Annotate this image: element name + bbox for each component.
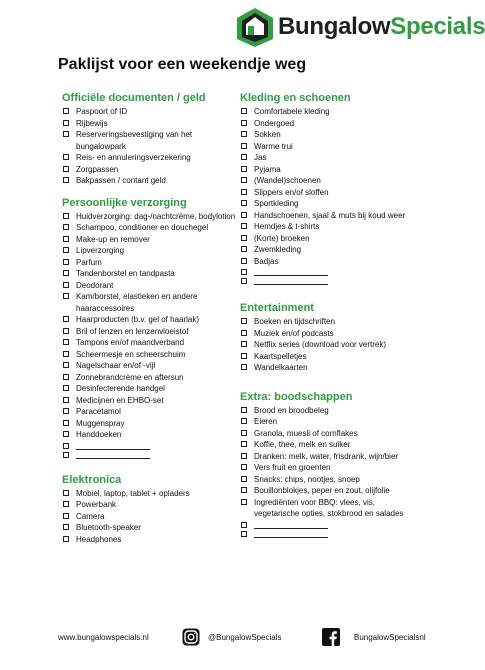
checkbox[interactable]: [63, 524, 69, 530]
item-label: Muziek en/of podcasts: [254, 328, 334, 338]
list-item: [240, 439, 420, 451]
checkbox[interactable]: [63, 131, 69, 137]
item-label: Paspoort of ID: [76, 107, 128, 116]
list-item: [240, 129, 420, 141]
item-label: Huidverzorging: dag-/nachtcrème, bodylotion: [76, 211, 236, 221]
list-item: [62, 222, 240, 234]
item-label: Badjas: [254, 256, 279, 266]
item-label: Eieren: [254, 417, 278, 426]
checkbox[interactable]: [63, 236, 69, 242]
blank-line[interactable]: [76, 450, 150, 459]
brand-logo: [236, 7, 485, 47]
checkbox[interactable]: [241, 341, 247, 347]
item-label: Camera: [76, 511, 105, 521]
list-item: [240, 106, 420, 118]
checkbox[interactable]: [63, 431, 69, 437]
list-item: [240, 416, 420, 428]
list-item: [240, 474, 420, 486]
item-label: Zonnebrandcrème en aftersun: [76, 372, 184, 382]
list-item: [240, 198, 420, 210]
list-item: [240, 351, 420, 363]
list-item: [240, 244, 420, 256]
section-title: Officiële documenten / geld: [62, 92, 206, 104]
checkbox[interactable]: [63, 408, 69, 414]
checkbox[interactable]: [241, 499, 247, 505]
item-label: Bakpassen / contant geld: [76, 176, 166, 185]
item-label: Jas: [254, 153, 267, 162]
list-item: [240, 451, 420, 463]
checkbox[interactable]: [241, 166, 247, 172]
brand-name-part1: Bungalow: [278, 13, 391, 40]
item-label: Sportkleding: [254, 199, 299, 208]
checkbox[interactable]: [241, 441, 247, 447]
item-label: Warme trui: [254, 141, 293, 151]
checkbox[interactable]: [241, 269, 247, 275]
list-item: [240, 210, 420, 222]
list-item: [62, 406, 240, 418]
checkbox[interactable]: [63, 362, 69, 368]
list-item: [62, 511, 240, 523]
item-label: Snacks: chips, nootjes, snoep: [254, 474, 360, 484]
item-label: Sokken: [254, 130, 281, 139]
section-title: Persoonlijke verzorging: [62, 196, 187, 209]
item-label: Bouillonblokjes, peper en zout, olijfolie: [254, 486, 390, 495]
list-item: [62, 175, 240, 187]
section-title: Kleding en schoenen: [240, 92, 351, 104]
checkbox[interactable]: [241, 154, 247, 160]
list-item: [62, 164, 240, 176]
checkbox[interactable]: [241, 108, 247, 114]
item-label: Parfum: [76, 257, 102, 267]
item-label: Reis- en annuleringsverzekering: [76, 153, 191, 162]
checkbox[interactable]: [241, 258, 247, 264]
list-item: [62, 395, 240, 407]
list-item: [240, 328, 420, 340]
section-title: Elektronica: [62, 473, 122, 486]
list-item: [62, 499, 240, 511]
checklist: [240, 106, 420, 285]
item-label: Lipverzorging: [76, 246, 125, 255]
checkbox[interactable]: [241, 200, 247, 206]
right-column: [240, 92, 420, 538]
checkbox[interactable]: [241, 120, 247, 126]
instagram-handle[interactable]: @BungalowSpecials: [208, 633, 282, 642]
checkbox[interactable]: [241, 476, 247, 482]
blank-list-item: [62, 441, 240, 450]
checklist: [62, 488, 240, 546]
item-label: Zorgpassen: [76, 164, 119, 174]
list-item: [62, 383, 240, 395]
item-label: Medicijnen en EHBO-set: [76, 395, 164, 405]
list-item: [62, 211, 240, 223]
list-item: [240, 141, 420, 153]
checkbox[interactable]: [63, 385, 69, 391]
list-item: [62, 522, 240, 534]
item-label: Brood en broodbeleg: [254, 405, 329, 415]
list-item: [62, 349, 240, 361]
item-label: Muggenspray: [76, 418, 125, 428]
checkbox[interactable]: [63, 351, 69, 357]
item-label: Make-up en remover: [76, 234, 150, 244]
item-label: Bluetooth-speaker: [76, 523, 141, 532]
checkbox[interactable]: [63, 154, 69, 160]
checklist-section: [62, 197, 240, 459]
checkbox[interactable]: [241, 531, 247, 537]
checklist-section: [240, 391, 420, 538]
checklist-section: [240, 302, 420, 374]
item-label: Handschoenen, sjaal & muts bij koud weer: [254, 210, 406, 220]
checkbox[interactable]: [241, 246, 247, 252]
list-item: [240, 118, 420, 130]
list-item: [62, 360, 240, 372]
item-label: Zwemkleding: [254, 245, 302, 254]
list-item: [62, 314, 240, 326]
item-label: Dranken: melk, water, frisdrank, wijn/bier: [254, 451, 399, 461]
checkbox[interactable]: [241, 407, 247, 413]
blank-line[interactable]: [254, 276, 328, 285]
checkbox[interactable]: [241, 177, 247, 183]
list-item: [62, 291, 240, 303]
item-label: Headphones: [76, 534, 122, 544]
blank-line[interactable]: [76, 441, 150, 450]
checkbox[interactable]: [63, 374, 69, 380]
brand-name: [278, 13, 485, 41]
section-title: Extra: boodschappen: [240, 390, 353, 403]
checklist: [62, 211, 240, 459]
checkbox[interactable]: [241, 330, 247, 336]
blank-line[interactable]: [254, 529, 328, 538]
item-label: Deodorant: [76, 280, 114, 290]
blank-list-item: [240, 529, 420, 538]
checklist-section: [62, 474, 240, 546]
checkbox[interactable]: [63, 536, 69, 542]
checklist-section: [240, 92, 420, 285]
checkbox[interactable]: [241, 418, 247, 424]
list-item: [240, 339, 420, 351]
item-label: Ondergoed: [254, 118, 295, 128]
item-label: Scheermesje en scheerschuim: [76, 349, 186, 359]
list-item: [240, 362, 420, 374]
checkbox[interactable]: [241, 364, 247, 370]
list-item: [62, 118, 240, 130]
item-label: Rijbewijs: [76, 118, 108, 128]
checkbox[interactable]: [63, 120, 69, 126]
item-label: haaraccessoires: [76, 303, 135, 313]
checkbox[interactable]: [241, 235, 247, 241]
item-label: Handdoeken: [76, 430, 122, 439]
blank-line[interactable]: [254, 267, 328, 276]
list-item: [62, 326, 240, 338]
item-label: Bril of lenzen en lenzenvloeistof: [76, 326, 189, 336]
list-item: [62, 245, 240, 257]
list-item: [240, 316, 420, 328]
item-label: Desinfecterende handgel: [76, 384, 165, 393]
checkbox[interactable]: [63, 282, 69, 288]
website-link[interactable]: www.bungalowspecials.nl: [58, 633, 149, 642]
facebook-icon[interactable]: [322, 628, 340, 646]
item-label: bungalowpark: [76, 141, 126, 151]
item-label: Hemdjes & t-shirts: [254, 222, 320, 231]
checkbox[interactable]: [63, 443, 69, 449]
list-item: [240, 152, 420, 164]
item-label: Powerbank: [76, 500, 117, 509]
checkbox[interactable]: [241, 353, 247, 359]
list-item: [240, 233, 420, 245]
item-label: Wandelkaarten: [254, 363, 308, 372]
list-item: [62, 337, 240, 349]
checkbox[interactable]: [63, 293, 69, 299]
list-item: [62, 488, 240, 500]
list-item: [62, 303, 240, 315]
item-label: Tandenborstel en tandpasta: [76, 269, 175, 278]
item-label: Mobiel, laptop, tablet + opladers: [76, 488, 190, 498]
item-label: Vers fruit en groenten: [254, 463, 331, 472]
item-label: (Korte) broeken: [254, 233, 310, 243]
list-item: [240, 221, 420, 233]
checkbox[interactable]: [241, 278, 247, 284]
checkbox[interactable]: [63, 513, 69, 519]
checkbox[interactable]: [63, 397, 69, 403]
checklist: [62, 106, 240, 187]
checkbox[interactable]: [241, 453, 247, 459]
item-label: Koffie, thee, melk en suiker: [254, 440, 351, 449]
item-label: Ingrediënten voor BBQ: vlees, vis,: [254, 497, 375, 507]
item-label: Reserveringsbevestiging van het: [76, 130, 193, 139]
section-title: Entertainment: [240, 302, 314, 314]
item-label: Kaartspelletjes: [254, 351, 307, 361]
list-item: [62, 141, 240, 153]
list-item: [62, 534, 240, 546]
list-item: [240, 462, 420, 474]
list-item: [62, 129, 240, 141]
list-item: [240, 497, 420, 509]
list-item: [240, 187, 420, 199]
instagram-icon[interactable]: [182, 628, 200, 646]
checkbox[interactable]: [63, 316, 69, 322]
checkbox[interactable]: [63, 452, 69, 458]
list-item: [62, 268, 240, 280]
facebook-page[interactable]: BungalowSpecialsnl: [354, 633, 426, 642]
item-label: vegetarische opties, stokbrood en salades: [254, 509, 404, 518]
checkbox[interactable]: [63, 108, 69, 114]
checkbox[interactable]: [63, 224, 69, 230]
checkbox[interactable]: [241, 522, 247, 528]
checkbox[interactable]: [63, 420, 69, 426]
house-logo-icon: [236, 7, 274, 47]
list-item: [240, 256, 420, 268]
checkbox[interactable]: [241, 143, 247, 149]
page-title: Paklijst voor een weekendje weg: [58, 56, 307, 73]
checkbox[interactable]: [63, 328, 69, 334]
checkbox[interactable]: [63, 259, 69, 265]
item-label: Paracetamol: [76, 407, 121, 416]
list-item: [240, 508, 420, 520]
list-item: [62, 418, 240, 430]
brand-name-part2: Specials: [390, 13, 485, 40]
list-item: [62, 280, 240, 292]
blank-line[interactable]: [254, 520, 328, 529]
list-item: [62, 106, 240, 118]
checkbox[interactable]: [241, 487, 247, 493]
checklist-section: [62, 92, 240, 187]
checklist: [240, 405, 420, 538]
list-item: [62, 152, 240, 164]
list-item: [240, 405, 420, 417]
blank-list-item: [62, 450, 240, 459]
list-item: [62, 429, 240, 441]
checkbox[interactable]: [63, 270, 69, 276]
list-item: [62, 257, 240, 269]
item-label: Tampons en/of maandverband: [76, 338, 185, 347]
item-label: Nagelschaar en/of -vijl: [76, 361, 156, 370]
checkbox[interactable]: [63, 501, 69, 507]
item-label: Boeken en tijdschriften: [254, 317, 335, 326]
checkbox[interactable]: [63, 247, 69, 253]
list-item: [62, 372, 240, 384]
checkbox[interactable]: [241, 131, 247, 137]
checkbox[interactable]: [63, 490, 69, 496]
list-item: [240, 485, 420, 497]
list-item: [240, 164, 420, 176]
checkbox[interactable]: [241, 430, 247, 436]
list-item: [62, 234, 240, 246]
blank-list-item: [240, 267, 420, 276]
item-label: Netflix series (download voor vertrek): [254, 340, 387, 349]
item-label: Slippers en/of sloffen: [254, 187, 329, 197]
item-label: Comfortabele kleding: [254, 107, 330, 116]
checkbox[interactable]: [241, 223, 247, 229]
checkbox[interactable]: [241, 212, 247, 218]
item-label: Haarproducten (b.v. gel of haarlak): [76, 315, 200, 324]
item-label: Schampoo, conditioner en douchegel: [76, 223, 209, 232]
list-item: [240, 428, 420, 440]
item-label: (Wandel)schoenen: [254, 176, 321, 185]
blank-list-item: [240, 276, 420, 285]
footer: [0, 626, 474, 650]
checkbox[interactable]: [63, 339, 69, 345]
item-label: Pyjama: [254, 164, 281, 174]
item-label: Granola, muesli of cornflakes: [254, 428, 358, 438]
list-item: [240, 175, 420, 187]
checkbox[interactable]: [241, 318, 247, 324]
item-label: Kam/borstel, elastieken en andere: [76, 292, 198, 301]
checkbox[interactable]: [63, 166, 69, 172]
blank-list-item: [240, 520, 420, 529]
checkbox[interactable]: [241, 189, 247, 195]
checklist: [240, 316, 420, 374]
left-column: [62, 92, 240, 545]
checkbox[interactable]: [241, 464, 247, 470]
checkbox[interactable]: [63, 213, 69, 219]
checkbox[interactable]: [63, 177, 69, 183]
